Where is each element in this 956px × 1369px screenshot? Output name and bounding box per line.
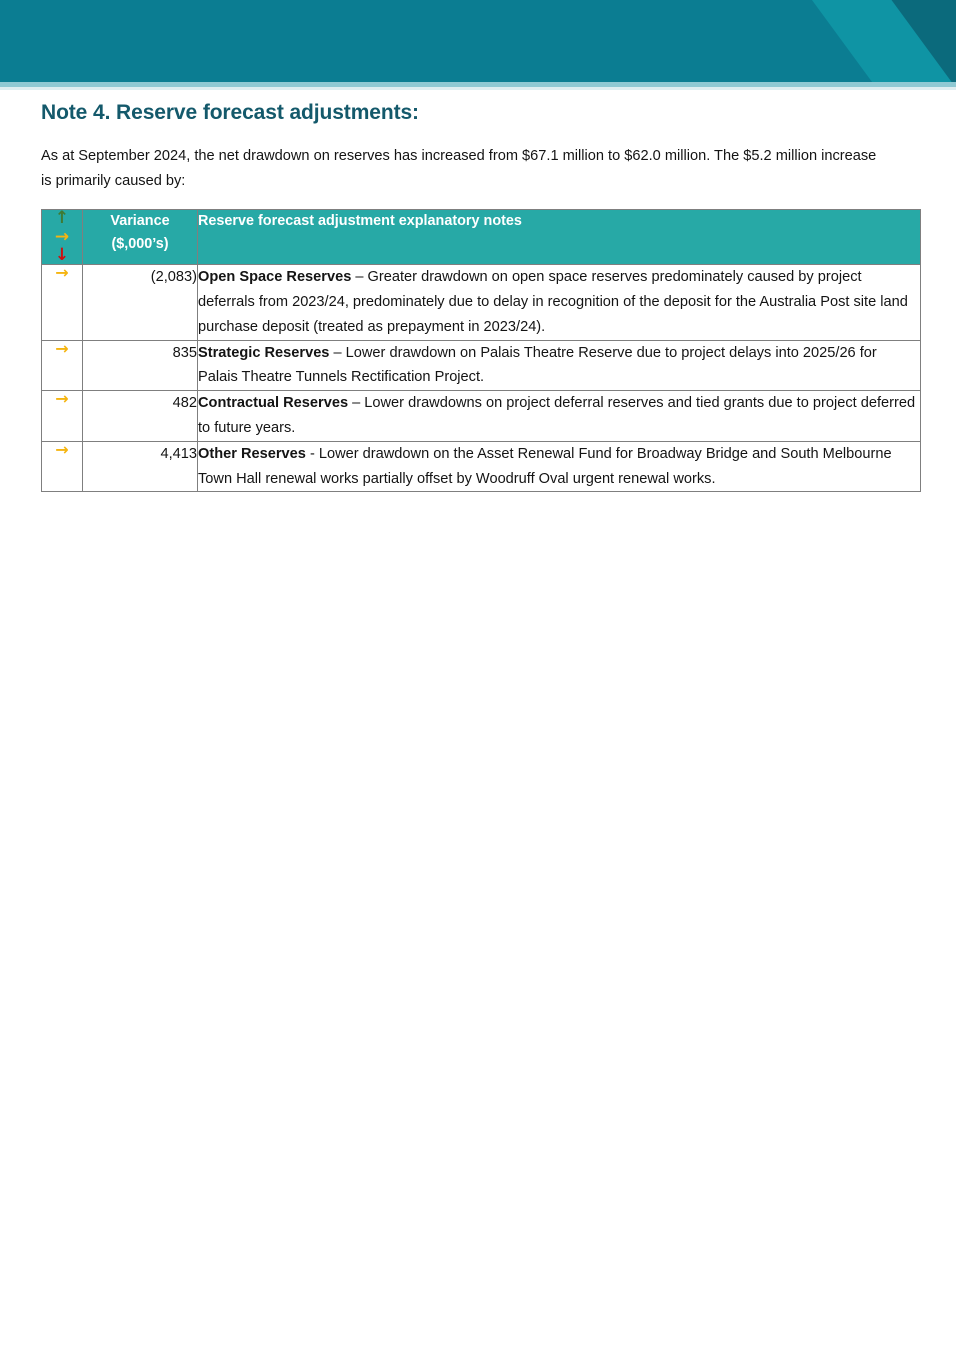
table-header bbox=[42, 210, 921, 265]
note-body-text: – Lower drawdown on Palais Theatre Reserve due to project delays into 2025/26 for Palais Theatre Tunnels Rectification Project. bbox=[198, 344, 877, 386]
arrow-right-icon: → bbox=[54, 226, 70, 247]
arrow-right-icon: → bbox=[55, 439, 69, 459]
banner-underline-thin bbox=[0, 87, 956, 90]
note-body-text: – Lower drawdowns on project deferral reserves and tied grants due to project deferred to future years. bbox=[198, 395, 916, 437]
arrow-right-icon: → bbox=[55, 263, 69, 283]
row-trend-indicator bbox=[42, 265, 83, 340]
page-header-banner bbox=[0, 0, 956, 88]
table-row bbox=[42, 340, 921, 391]
row-explanatory-note bbox=[198, 391, 921, 442]
row-variance-value: 835 bbox=[83, 340, 198, 391]
row-explanatory-note bbox=[198, 265, 921, 340]
row-explanatory-note bbox=[198, 340, 921, 391]
trend-legend-stack bbox=[42, 210, 82, 264]
arrow-up-icon: ↑ bbox=[54, 208, 70, 229]
table-row bbox=[42, 391, 921, 442]
row-trend-indicator bbox=[42, 391, 83, 442]
column-header-variance-line1: Variance bbox=[110, 213, 170, 230]
table-row bbox=[42, 441, 921, 492]
column-header-trend-legend bbox=[42, 210, 83, 265]
table-row bbox=[42, 265, 921, 340]
row-variance-value: (2,083) bbox=[83, 265, 198, 340]
row-explanatory-note bbox=[198, 441, 921, 492]
column-header-variance bbox=[83, 210, 198, 265]
note-lead-label: Strategic Reserves bbox=[198, 344, 330, 361]
column-header-variance-line2: ($,000’s) bbox=[111, 235, 169, 252]
note-lead-label: Contractual Reserves bbox=[198, 395, 349, 412]
note-body-text: - Lower drawdown on the Asset Renewal Fund for Broadway Bridge and South Melbourne Town Hall renewal works partially offset by Woodruff Oval urgent renewal works. bbox=[198, 445, 892, 487]
column-header-notes: Reserve forecast adjustment explanatory notes bbox=[198, 210, 921, 265]
row-variance-value: 4,413 bbox=[83, 441, 198, 492]
arrow-right-icon: → bbox=[55, 389, 69, 409]
table-body bbox=[42, 265, 921, 492]
intro-paragraph: As at September 2024, the net drawdown on reserves has increased from $67.1 million to $62.0 million. The $5.2 million increase is primarily caused by: bbox=[41, 148, 877, 189]
row-trend-indicator bbox=[42, 340, 83, 391]
row-trend-indicator bbox=[42, 441, 83, 492]
page-content bbox=[41, 100, 919, 492]
note-lead-label: Open Space Reserves bbox=[198, 269, 352, 286]
arrow-right-icon: → bbox=[55, 338, 69, 358]
reserve-forecast-adjustments-table bbox=[41, 209, 921, 492]
arrow-down-icon: ↓ bbox=[54, 244, 70, 265]
note-body-text: – Greater drawdown on open space reserves predominately caused by project deferrals from 2023/24, predominately due to delay in recognition of the deposit for the Australia Post site land purchase deposit (treated as prepayment in 2023/24). bbox=[198, 269, 908, 335]
table-header-row bbox=[42, 210, 921, 265]
row-variance-value: 482 bbox=[83, 391, 198, 442]
note-lead-label: Other Reserves bbox=[198, 445, 306, 462]
page-title: Note 4. Reserve forecast adjustments: bbox=[41, 101, 419, 124]
